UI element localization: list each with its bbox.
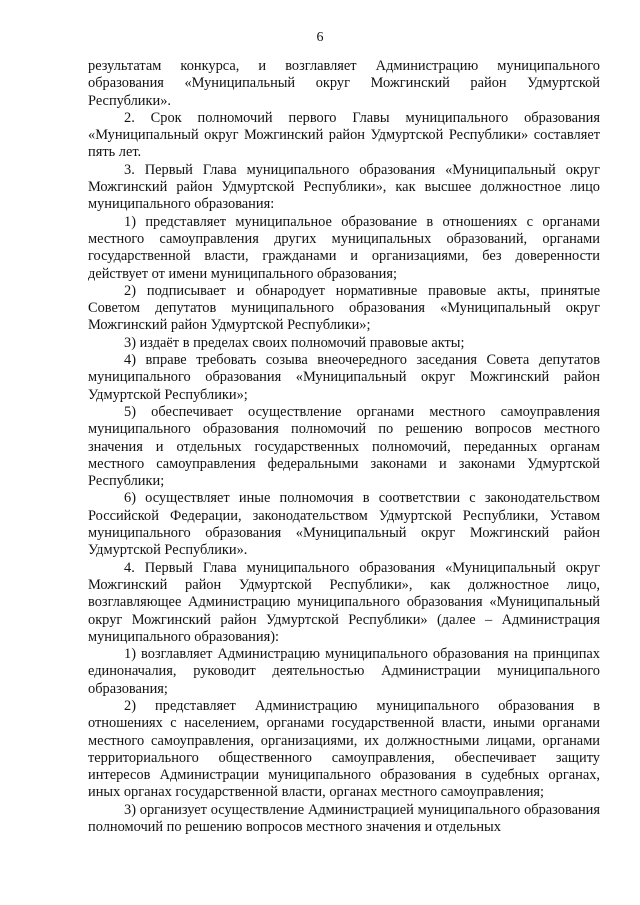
paragraph: результатам конкурса, и возглавляет Администрацию муниципального образования «Муниципальный округ Можгинский район Удмуртской Республики». xyxy=(88,58,600,109)
paragraph: 2) представляет Администрацию муниципального образования в отношениях с населением, органами государственной власти, иными органами местного самоуправления, организациями, их должностными лицами, органами территориального общественного самоуправления, обеспечивает защиту интересов Администрации муниципального образования в судебных органах, иных органах государственной власти, органах местного самоуправления; xyxy=(88,697,600,801)
paragraph: 4) вправе требовать созыва внеочередного заседания Совета депутатов муниципального образования «Муниципальный округ Можгинский район Удмуртской Республики»; xyxy=(88,352,600,403)
paragraph: 1) возглавляет Администрацию муниципального образования на принципах единоначалия, руководит деятельностью Администрации муниципального образования; xyxy=(88,646,600,697)
paragraph: 6) осуществляет иные полномочия в соответствии с законодательством Российской Федерации, законодательством Удмуртской Республики, Уставом муниципального образования «Муниципальный округ Можгинский район Удмуртской Республики». xyxy=(88,490,600,559)
paragraph: 2. Срок полномочий первого Главы муниципального образования «Муниципальный округ Можгинский район Удмуртской Республики» составляет пять лет. xyxy=(88,109,600,161)
paragraph: 3) организует осуществление Администрацией муниципального образования полномочий по решению вопросов местного значения и отдельных xyxy=(88,801,600,836)
paragraph: 3. Первый Глава муниципального образования «Муниципальный округ Можгинский район Удмуртской Республики», как высшее должностное лицо муниципального образования: xyxy=(88,161,600,213)
paragraph: 4. Первый Глава муниципального образования «Муниципальный округ Можгинский район Удмуртской Республики», как должностное лицо, возглавляющее Администрацию муниципального образования «Муниципальный округ Можгинский район Удмуртской Республики» (далее – Администрация муниципального образования): xyxy=(88,559,600,645)
paragraph: 1) представляет муниципальное образование в отношениях с органами местного самоуправления других муниципальных образований, органами государственной власти, гражданами и организациями, без доверенности действует от имени муниципального образования; xyxy=(88,213,600,282)
paragraph: 2) подписывает и обнародует нормативные правовые акты, принятые Советом депутатов муниципального образования «Муниципальный округ Можгинский район Удмуртской Республики»; xyxy=(88,282,600,334)
paragraph: 3) издаёт в пределах своих полномочий правовые акты; xyxy=(124,334,465,351)
paragraph: 5) обеспечивает осуществление органами местного самоуправления муниципального образования полномочий по решению вопросов местного значения и отдельных государственных полномочий, переданных органам местного самоуправления федеральными законами и законами Удмуртской Республики; xyxy=(88,403,600,490)
page-number: 6 xyxy=(316,30,324,45)
document-body xyxy=(88,58,600,836)
